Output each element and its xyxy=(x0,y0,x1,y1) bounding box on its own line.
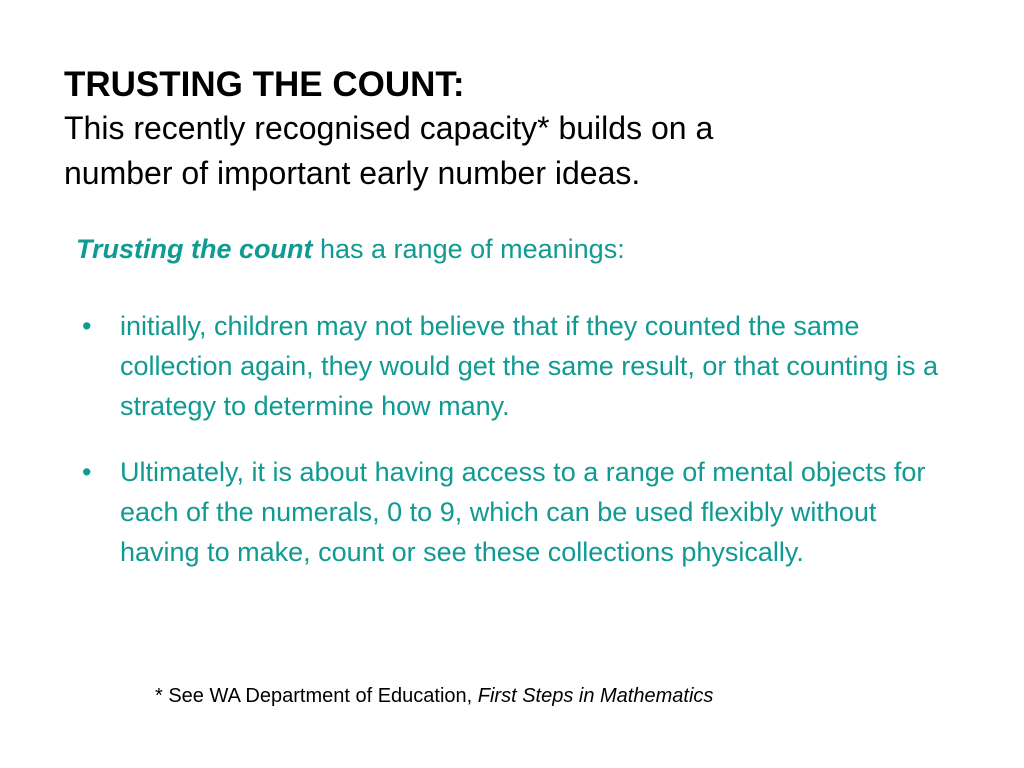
footnote-prefix: * See WA Department of Education, xyxy=(155,685,478,707)
bullet-item xyxy=(82,306,962,426)
title-line-1: This recently recognised capacity* builds on a xyxy=(64,110,714,146)
footnote-source: First Steps in Mathematics xyxy=(477,685,714,707)
bullet-item xyxy=(82,452,962,572)
bullet-text: initially, children may not believe that if they counted the same collection again, they would get the same result, or that counting is a strategy to determine how many. xyxy=(120,311,938,421)
title-heading: TRUSTING THE COUNT: xyxy=(64,65,465,104)
bullet-icon: • xyxy=(82,457,92,487)
intro-line xyxy=(76,231,625,267)
slide-title xyxy=(64,64,964,196)
bullet-list xyxy=(82,306,962,598)
bullet-text: Ultimately, it is about having access to a range of mental objects for each of the numerals, 0 to 9, which can be used flexibly without having to make, count or see these collections physically. xyxy=(120,457,926,567)
footnote xyxy=(155,682,713,710)
bullet-icon: • xyxy=(82,311,92,341)
title-line-2: number of important early number ideas. xyxy=(64,155,641,191)
intro-rest: has a range of meanings: xyxy=(312,234,625,264)
intro-emphasis: Trusting the count xyxy=(76,234,313,264)
